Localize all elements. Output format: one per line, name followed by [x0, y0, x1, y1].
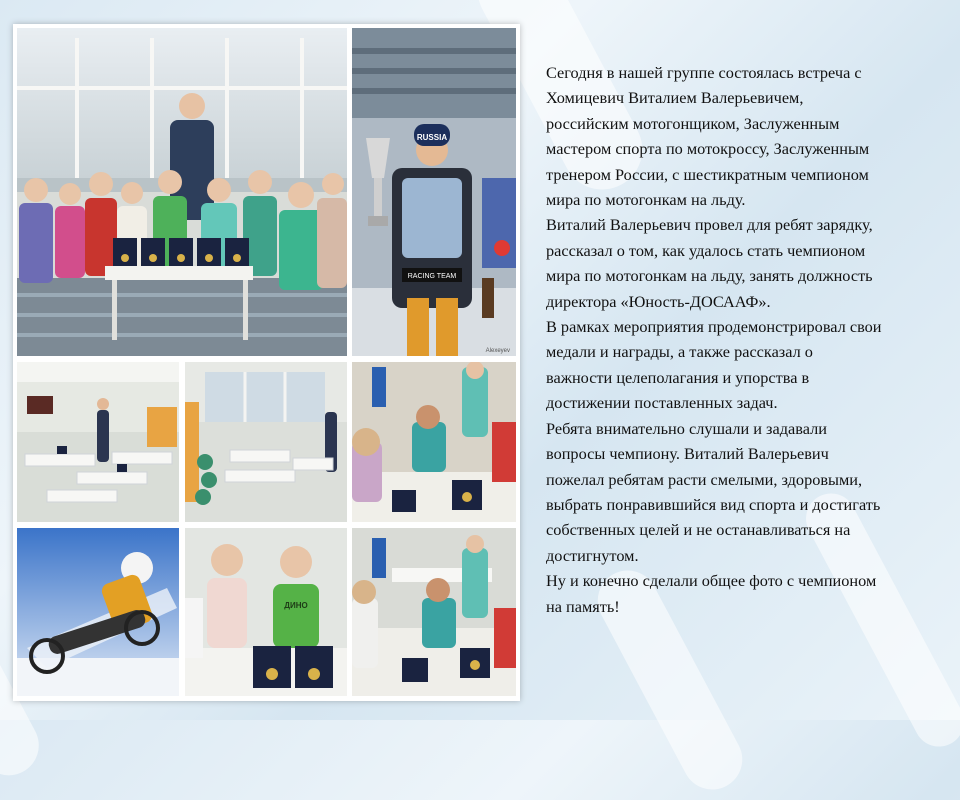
caption-line: тренером России, с шестикратным чемпионом — [546, 164, 869, 184]
children-table-photo — [352, 528, 516, 696]
caption-line: Ребята внимательно слушали и задавали — [546, 418, 827, 438]
ice-racer-photo — [17, 528, 179, 696]
caption-line: медали и награды, а также рассказал о — [546, 342, 813, 362]
children-medals-photo — [352, 362, 516, 522]
caption-line: мира по мотогонкам на льду. — [546, 190, 746, 210]
photo-collage — [13, 24, 520, 701]
caption-line: рассказал о том, как удалось стать чемпионом — [546, 240, 866, 260]
champion-photo — [352, 28, 516, 356]
caption-line: мастером спорта по мотокроссу, Заслуженным — [546, 139, 870, 159]
caption-line: мира по мотогонкам на льду, занять должность — [546, 266, 873, 286]
caption-line: важности целеполагания и упорства в — [546, 367, 810, 387]
classroom-photo — [185, 362, 347, 522]
caption-line: В рамках мероприятия продемонстрировал свои — [546, 317, 882, 337]
event-description — [546, 60, 946, 619]
caption-line: достигнутом. — [546, 545, 639, 565]
caption-line: Хомицевич Виталием Валерьевичем, — [546, 88, 804, 108]
caption-line: выбрать понравившийся вид спорта и достигать — [546, 494, 881, 514]
caption-line: собственных целей и не останавливаться на — [546, 520, 851, 540]
caption-line: вопросы чемпиону. Виталий Валерьевич — [546, 444, 829, 464]
shirt-label: ДИНО — [284, 601, 308, 610]
caption-line: Ну и конечно сделали общее фото с чемпионом — [546, 571, 877, 591]
racing-team-label: RACING TEAM — [407, 273, 457, 280]
caption-line: на память! — [546, 596, 620, 616]
photo-watermark: Alexeyev — [485, 348, 510, 354]
caption-line: директора «Юность-ДОСААФ». — [546, 291, 771, 311]
caption-line: российским мотогонщиком, Заслуженным — [546, 113, 840, 133]
classroom-photo — [17, 362, 179, 522]
group-photo — [17, 28, 347, 356]
russia-label: RUSSIA — [416, 133, 448, 142]
caption-line: достижении поставленных задач. — [546, 393, 778, 413]
children-closeup-photo — [185, 528, 347, 696]
caption-line: Виталий Валерьевич провел для ребят зарядку, — [546, 215, 873, 235]
caption-line: Сегодня в нашей группе состоялась встреча с — [546, 63, 862, 82]
caption-line: пожелал ребятам расти смелыми, здоровыми, — [546, 469, 863, 489]
